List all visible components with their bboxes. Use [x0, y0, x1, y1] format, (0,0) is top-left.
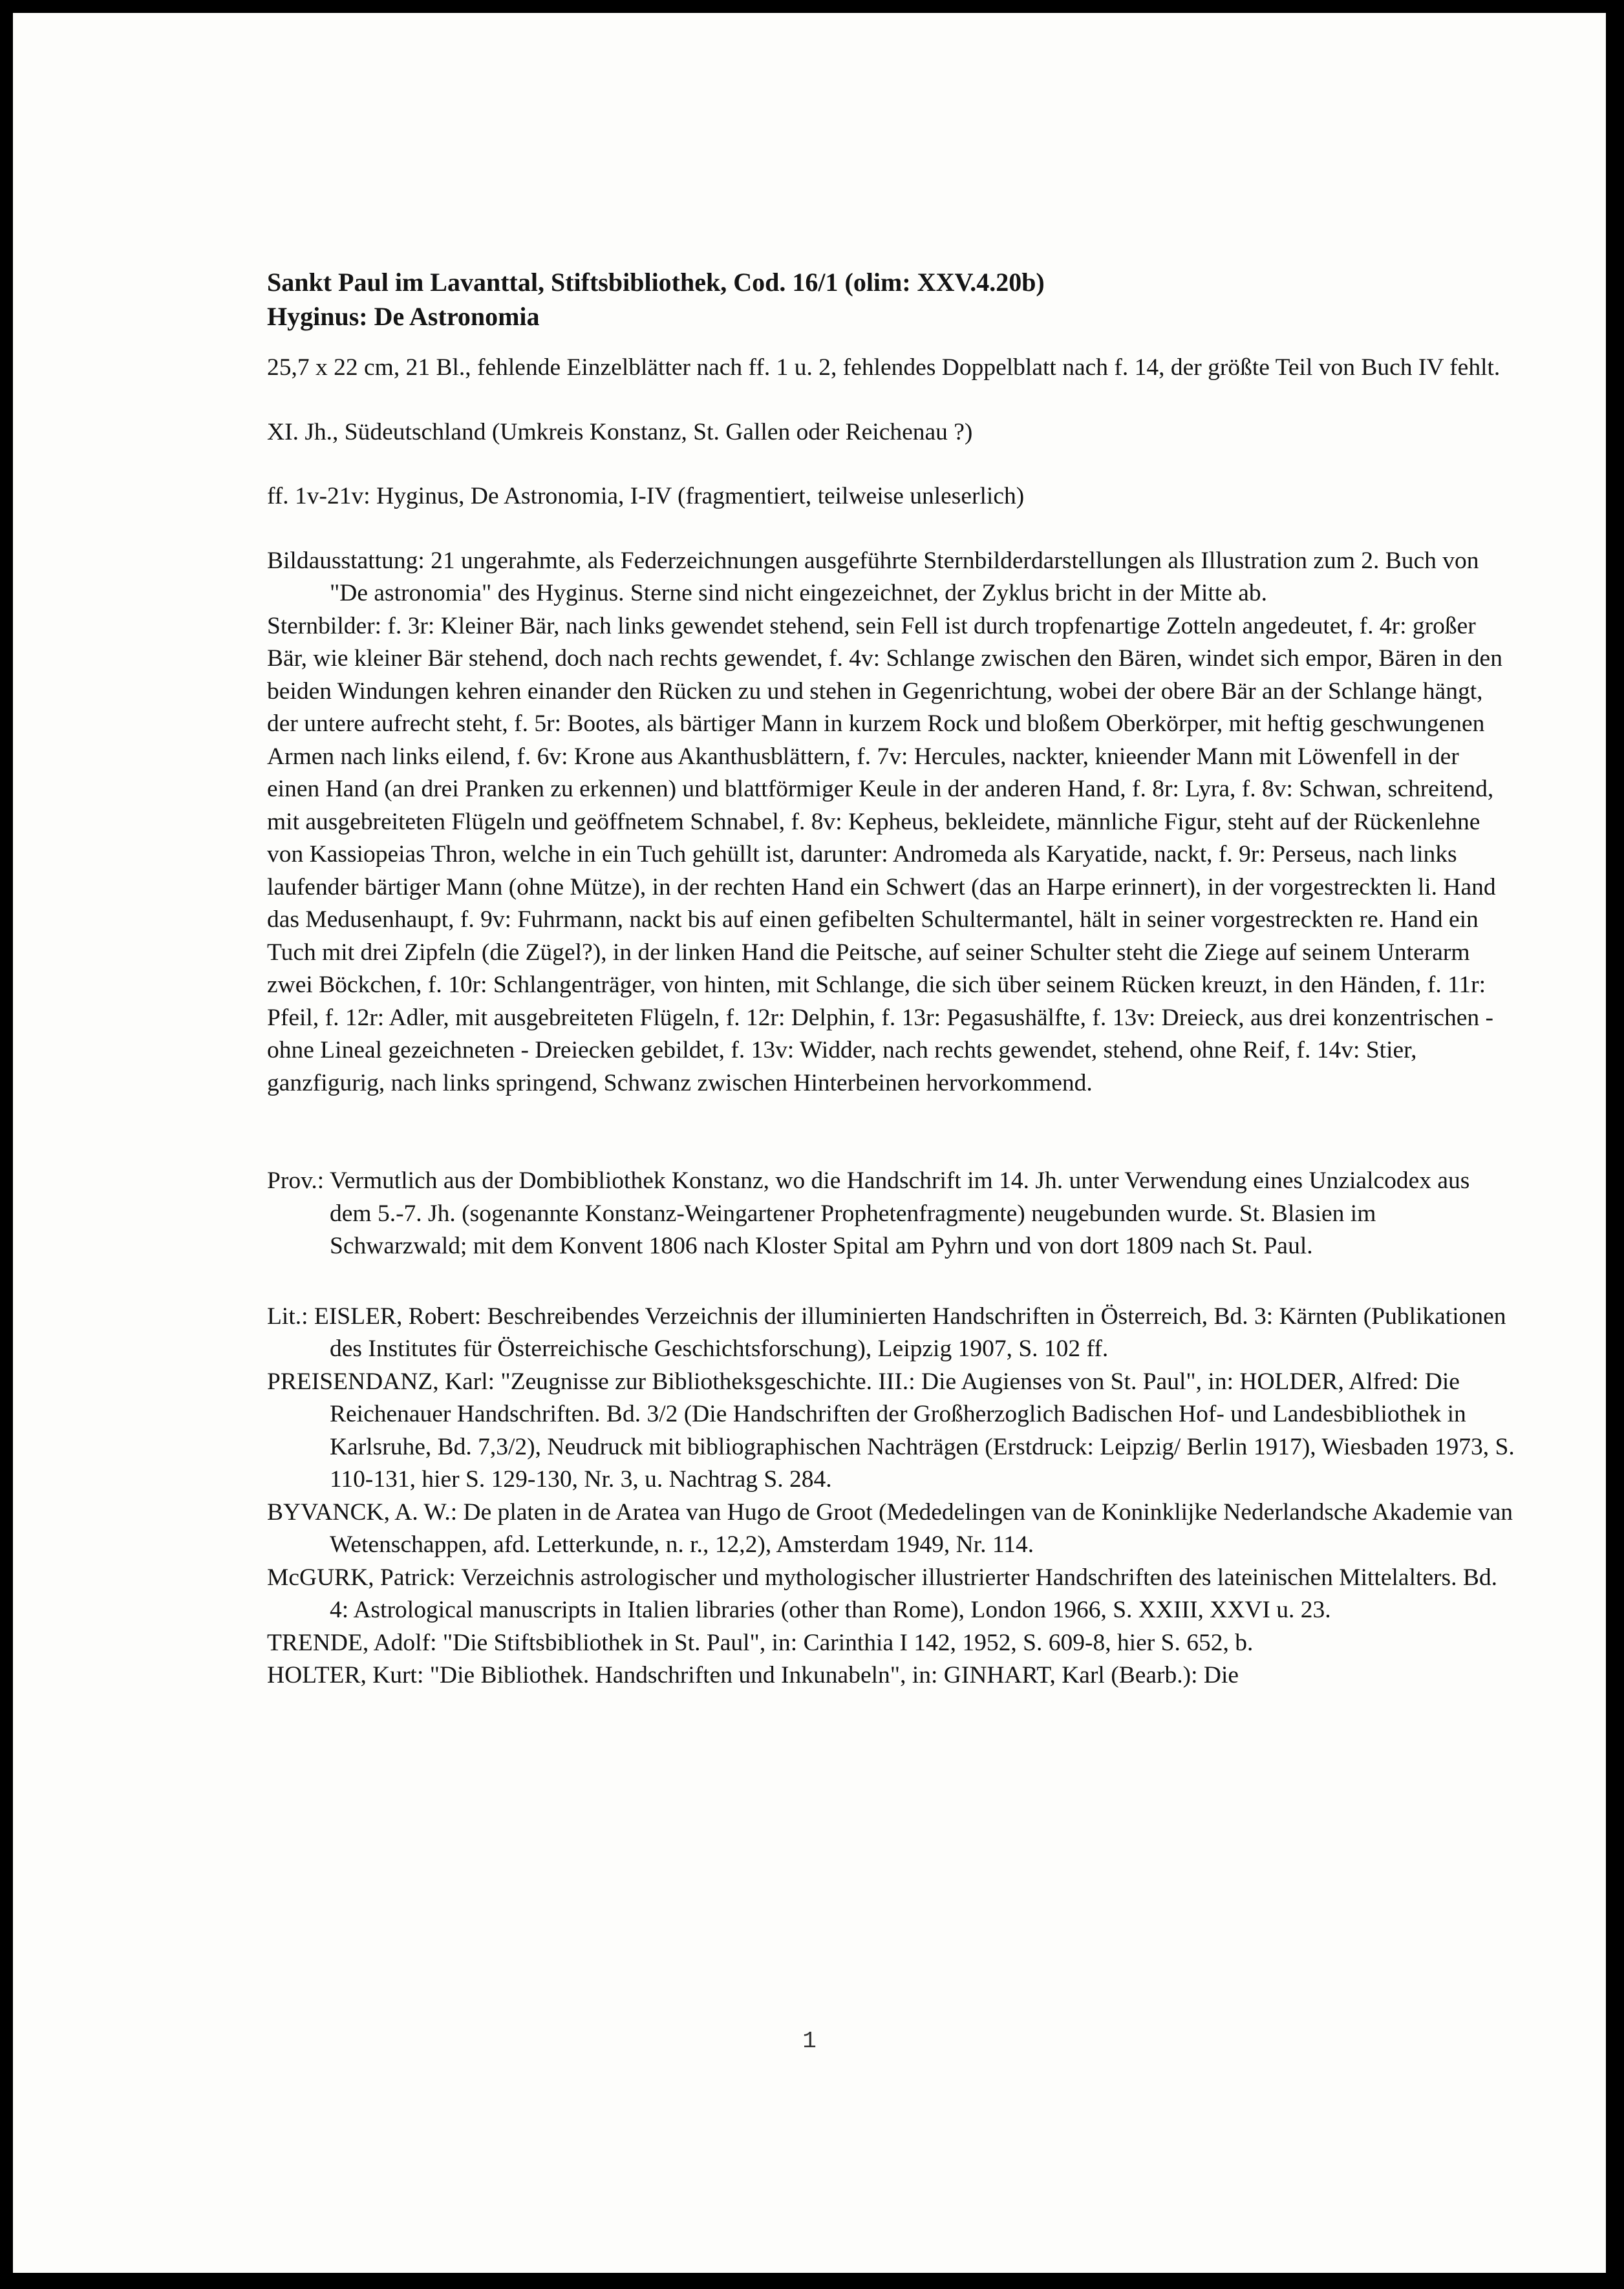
decoration-paragraph: Bildausstattung: 21 ungerahmte, als Federzeichnungen ausgeführte Sternbilderdarstellungen als Illustration zum 2. Buch von "De astronomia" des Hyginus. Sterne sind nicht eingezeichnet, der Zyklus bricht in der Mitte ab. [267, 547, 1479, 606]
work-title-heading: Hyginus: De Astronomia [267, 302, 540, 331]
constellations-paragraph: Sternbilder: f. 3r: Kleiner Bär, nach links gewendet stehend, sein Fell ist durch tropfenartige Zotteln angedeutet, f. 4r: großer Bär, wie kleiner Bär stehend, doch nach rechts gewendet, f. 4v: Schlange zwischen den Bären, windet sich empor, Bären in den beiden Windungen kehren einander den Rücken zu und stehen in Gegenrichtung, wobei der obere Bär an der Schlange hängt, der untere aufrecht steht, f. 5r: Bootes, als bärtiger Mann in kurzem Rock und bloßem Oberkörper, mit heftig geschwungenen Armen nach links eilend, f. 6v: Krone aus Akanthusblättern, f. 7v: Hercules, nackter, knieender Mann mit Löwenfell in der einen Hand (an drei Pranken zu erkennen) und blattförmiger Keule in der anderen Hand, f. 8r: Lyra, f. 8v: Schwan, schreitend, mit ausgebreiteten Flügeln und geöffnetem Schnabel, f. 8v: Kepheus, bekleidete, männliche Figur, steht auf der Rückenlehne von Kassiopeias Thron, welche in ein Tuch gehüllt ist, darunter: Andromeda als Karyatide, nackt, f. 9r: Perseus, nach links laufender bärtiger Mann (ohne Mütze), in der rechten Hand ein Schwert (das an Harpe erinnert), in der vorgestreckten li. Hand das Medusenhaupt, f. 9v: Fuhrmann, nackt bis auf einen gefibelten Schultermantel, hält in seiner vorgestreckten re. Hand ein Tuch mit drei Zipfeln (die Zügel?), in der linken Hand die Peitsche, auf seiner Schulter steht die Ziege auf seinem Unterarm zwei Böckchen, f. 10r: Schlangenträger, von hinten, mit Schlange, die sich über seinem Rücken kreuzt, in den Händen, f. 11r: Pfeil, f. 12r: Adler, mit ausgebreiteten Flügeln, f. 12r: Delphin, f. 13r: Pegasushälfte, f. 13v: Dreieck, aus drei konzentrischen - ohne Lineal gezeichneten - Dreiecken gebildet, f. 13v: Widder, nach rechts gewendet, stehend, ohne Reif, f. 14v: Stier, ganzfigurig, nach links springend, Schwanz zwischen Hinterbeinen hervorkommend. [267, 612, 1502, 1096]
catalog-entry [267, 265, 1515, 1692]
format-paragraph: 25,7 x 22 cm, 21 Bl., fehlende Einzelblätter nach ff. 1 u. 2, fehlendes Doppelblatt nach f. 14, der größte Teil von Buch IV fehlt. [267, 354, 1501, 381]
literature-list [267, 1301, 1515, 1692]
provenance-paragraph: Prov.: Vermutlich aus der Dombibliothek Konstanz, wo die Handschrift im 14. Jh. unter Verwendung eines Unzialcodex aus dem 5.-7. Jh. (sogenannte Konstanz-Weingartener Prophetenfragmente) neugebunden wurde. St. Blasien im Schwarzwald; mit dem Konvent 1806 nach Kloster Spital am Pyhrn und von dort 1809 nach St. Paul. [267, 1167, 1470, 1259]
literature-entry: TRENDE, Adolf: "Die Stiftsbibliothek in St. Paul", in: Carinthia I 142, 1952, S. 609-8, hier S. 652, b. [267, 1629, 1254, 1656]
literature-entry: PREISENDANZ, Karl: "Zeugnisse zur Bibliotheksgeschichte. III.: Die Augienses von St. Paul", in: HOLDER, Alfred: Die Reichenauer Handschriften. Bd. 3/2 (Die Handschriften der Großherzoglich Badischen Hof- und Landesbibliothek in Karlsruhe, Bd. 7,3/2), Neudruck mit bibliographischen Nachträgen (Erstdruck: Leipzig/ Berlin 1917), Wiesbaden 1973, S. 110-131, hier S. 129-130, Nr. 3, u. Nachtrag S. 284. [267, 1368, 1515, 1493]
page-number: 1 [802, 2028, 817, 2054]
literature-entry: HOLTER, Kurt: "Die Bibliothek. Handschriften und Inkunabeln", in: GINHART, Karl (Bearb.): Die [267, 1662, 1239, 1688]
literature-entry: Lit.: EISLER, Robert: Beschreibendes Verzeichnis der illuminierten Handschriften in Österreich, Bd. 3: Kärnten (Publikationen des Institutes für Österreichische Geschichtsforschung), Leipzig 1907, S. 102 ff. [267, 1303, 1506, 1362]
document-page [13, 13, 1606, 2273]
shelfmark-heading: Sankt Paul im Lavanttal, Stiftsbibliothek, Cod. 16/1 (olim: XXV.4.20b) [267, 268, 1045, 297]
contents-paragraph: ff. 1v-21v: Hyginus, De Astronomia, I-IV (fragmentiert, teilweise unleserlich) [267, 483, 1025, 509]
literature-entry: BYVANCK, A. W.: De platen in de Aratea van Hugo de Groot (Mededelingen van de Koninklijke Nederlandsche Akademie van Wetenschappen, afd. Letterkunde, n. r., 12,2), Amsterdam 1949, Nr. 114. [267, 1498, 1513, 1558]
literature-entry: McGURK, Patrick: Verzeichnis astrologischer und mythologischer illustrierter Handschriften des lateinischen Mittelalters. Bd. 4: Astrological manuscripts in Italien libraries (other than Rome), London 1966, S. XXIII, XXVI u. 23. [267, 1564, 1498, 1623]
origin-paragraph: XI. Jh., Südeutschland (Umkreis Konstanz, St. Gallen oder Reichenau ?) [267, 418, 973, 445]
